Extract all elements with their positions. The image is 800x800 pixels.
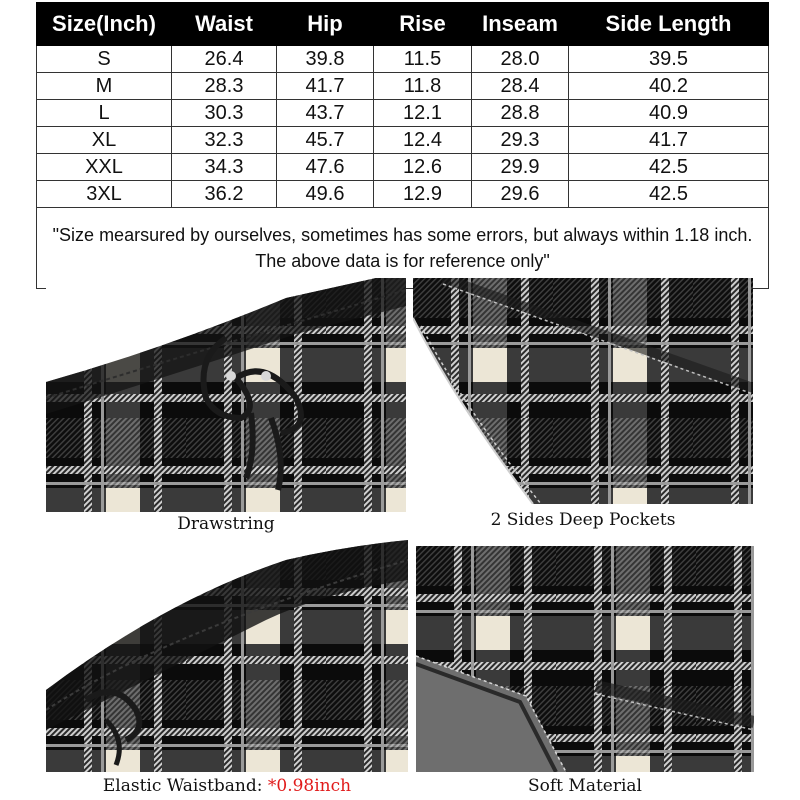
inseam-cell: 28.4: [472, 73, 569, 100]
inseam-cell: 28.0: [472, 46, 569, 73]
caption-text: Elastic Waistband:: [102, 776, 268, 796]
hip-cell: 41.7: [277, 73, 374, 100]
table-row: [37, 127, 769, 154]
table-row: [37, 73, 769, 100]
table-header-row: [37, 3, 769, 46]
size-cell: 3XL: [37, 181, 172, 208]
side-length-cell: 40.9: [569, 100, 769, 127]
hip-cell: 49.6: [277, 181, 374, 208]
soft-material-caption: [416, 776, 754, 796]
column-header-rise: Rise: [374, 3, 472, 46]
pockets-caption: [413, 510, 753, 530]
table-row: [37, 46, 769, 73]
inseam-cell: 29.6: [472, 181, 569, 208]
table-note-row: [37, 208, 769, 289]
waist-cell: 34.3: [172, 154, 277, 181]
waistband-photo: [46, 540, 408, 772]
inseam-cell: 28.8: [472, 100, 569, 127]
side-length-cell: 42.5: [569, 181, 769, 208]
inseam-cell: 29.3: [472, 127, 569, 154]
side-length-cell: 40.2: [569, 73, 769, 100]
column-header-size: Size(Inch): [37, 3, 172, 46]
waist-cell: 26.4: [172, 46, 277, 73]
size-cell: M: [37, 73, 172, 100]
size-cell: S: [37, 46, 172, 73]
side-length-cell: 42.5: [569, 154, 769, 181]
size-cell: XXL: [37, 154, 172, 181]
drawstring-caption: [46, 514, 406, 534]
hip-cell: 45.7: [277, 127, 374, 154]
inseam-cell: 29.9: [472, 154, 569, 181]
rise-cell: 11.8: [374, 73, 472, 100]
rise-cell: 12.6: [374, 154, 472, 181]
table-row: [37, 100, 769, 127]
hip-cell: 43.7: [277, 100, 374, 127]
column-header-inseam: Inseam: [472, 3, 569, 46]
pocket-photo: [413, 278, 753, 504]
rise-cell: 11.5: [374, 46, 472, 73]
column-header-hip: Hip: [277, 3, 374, 46]
drawstring-photo: [46, 278, 406, 512]
rise-cell: 12.4: [374, 127, 472, 154]
waist-cell: 28.3: [172, 73, 277, 100]
size-cell: XL: [37, 127, 172, 154]
side-length-cell: 39.5: [569, 46, 769, 73]
rise-cell: 12.1: [374, 100, 472, 127]
waist-cell: 36.2: [172, 181, 277, 208]
caption-text: Drawstring: [177, 514, 275, 534]
rise-cell: 12.9: [374, 181, 472, 208]
waistband-caption: [46, 776, 408, 796]
waist-cell: 30.3: [172, 100, 277, 127]
fabric-photo: [416, 546, 754, 772]
table-row: [37, 181, 769, 208]
size-chart-table: [36, 2, 769, 289]
waist-cell: 32.3: [172, 127, 277, 154]
column-header-waist: Waist: [172, 3, 277, 46]
caption-text: Soft Material: [528, 776, 642, 796]
size-cell: L: [37, 100, 172, 127]
caption-text: 2 Sides Deep Pockets: [490, 510, 676, 530]
waistband-width-highlight: *0.98inch: [267, 776, 352, 796]
measurement-note: "Size mearsured by ourselves, sometimes has some errors, but always within 1.18 inch. The above data is for reference only": [37, 208, 769, 289]
column-header-side-length: Side Length: [569, 3, 769, 46]
side-length-cell: 41.7: [569, 127, 769, 154]
table-row: [37, 154, 769, 181]
hip-cell: 39.8: [277, 46, 374, 73]
hip-cell: 47.6: [277, 154, 374, 181]
